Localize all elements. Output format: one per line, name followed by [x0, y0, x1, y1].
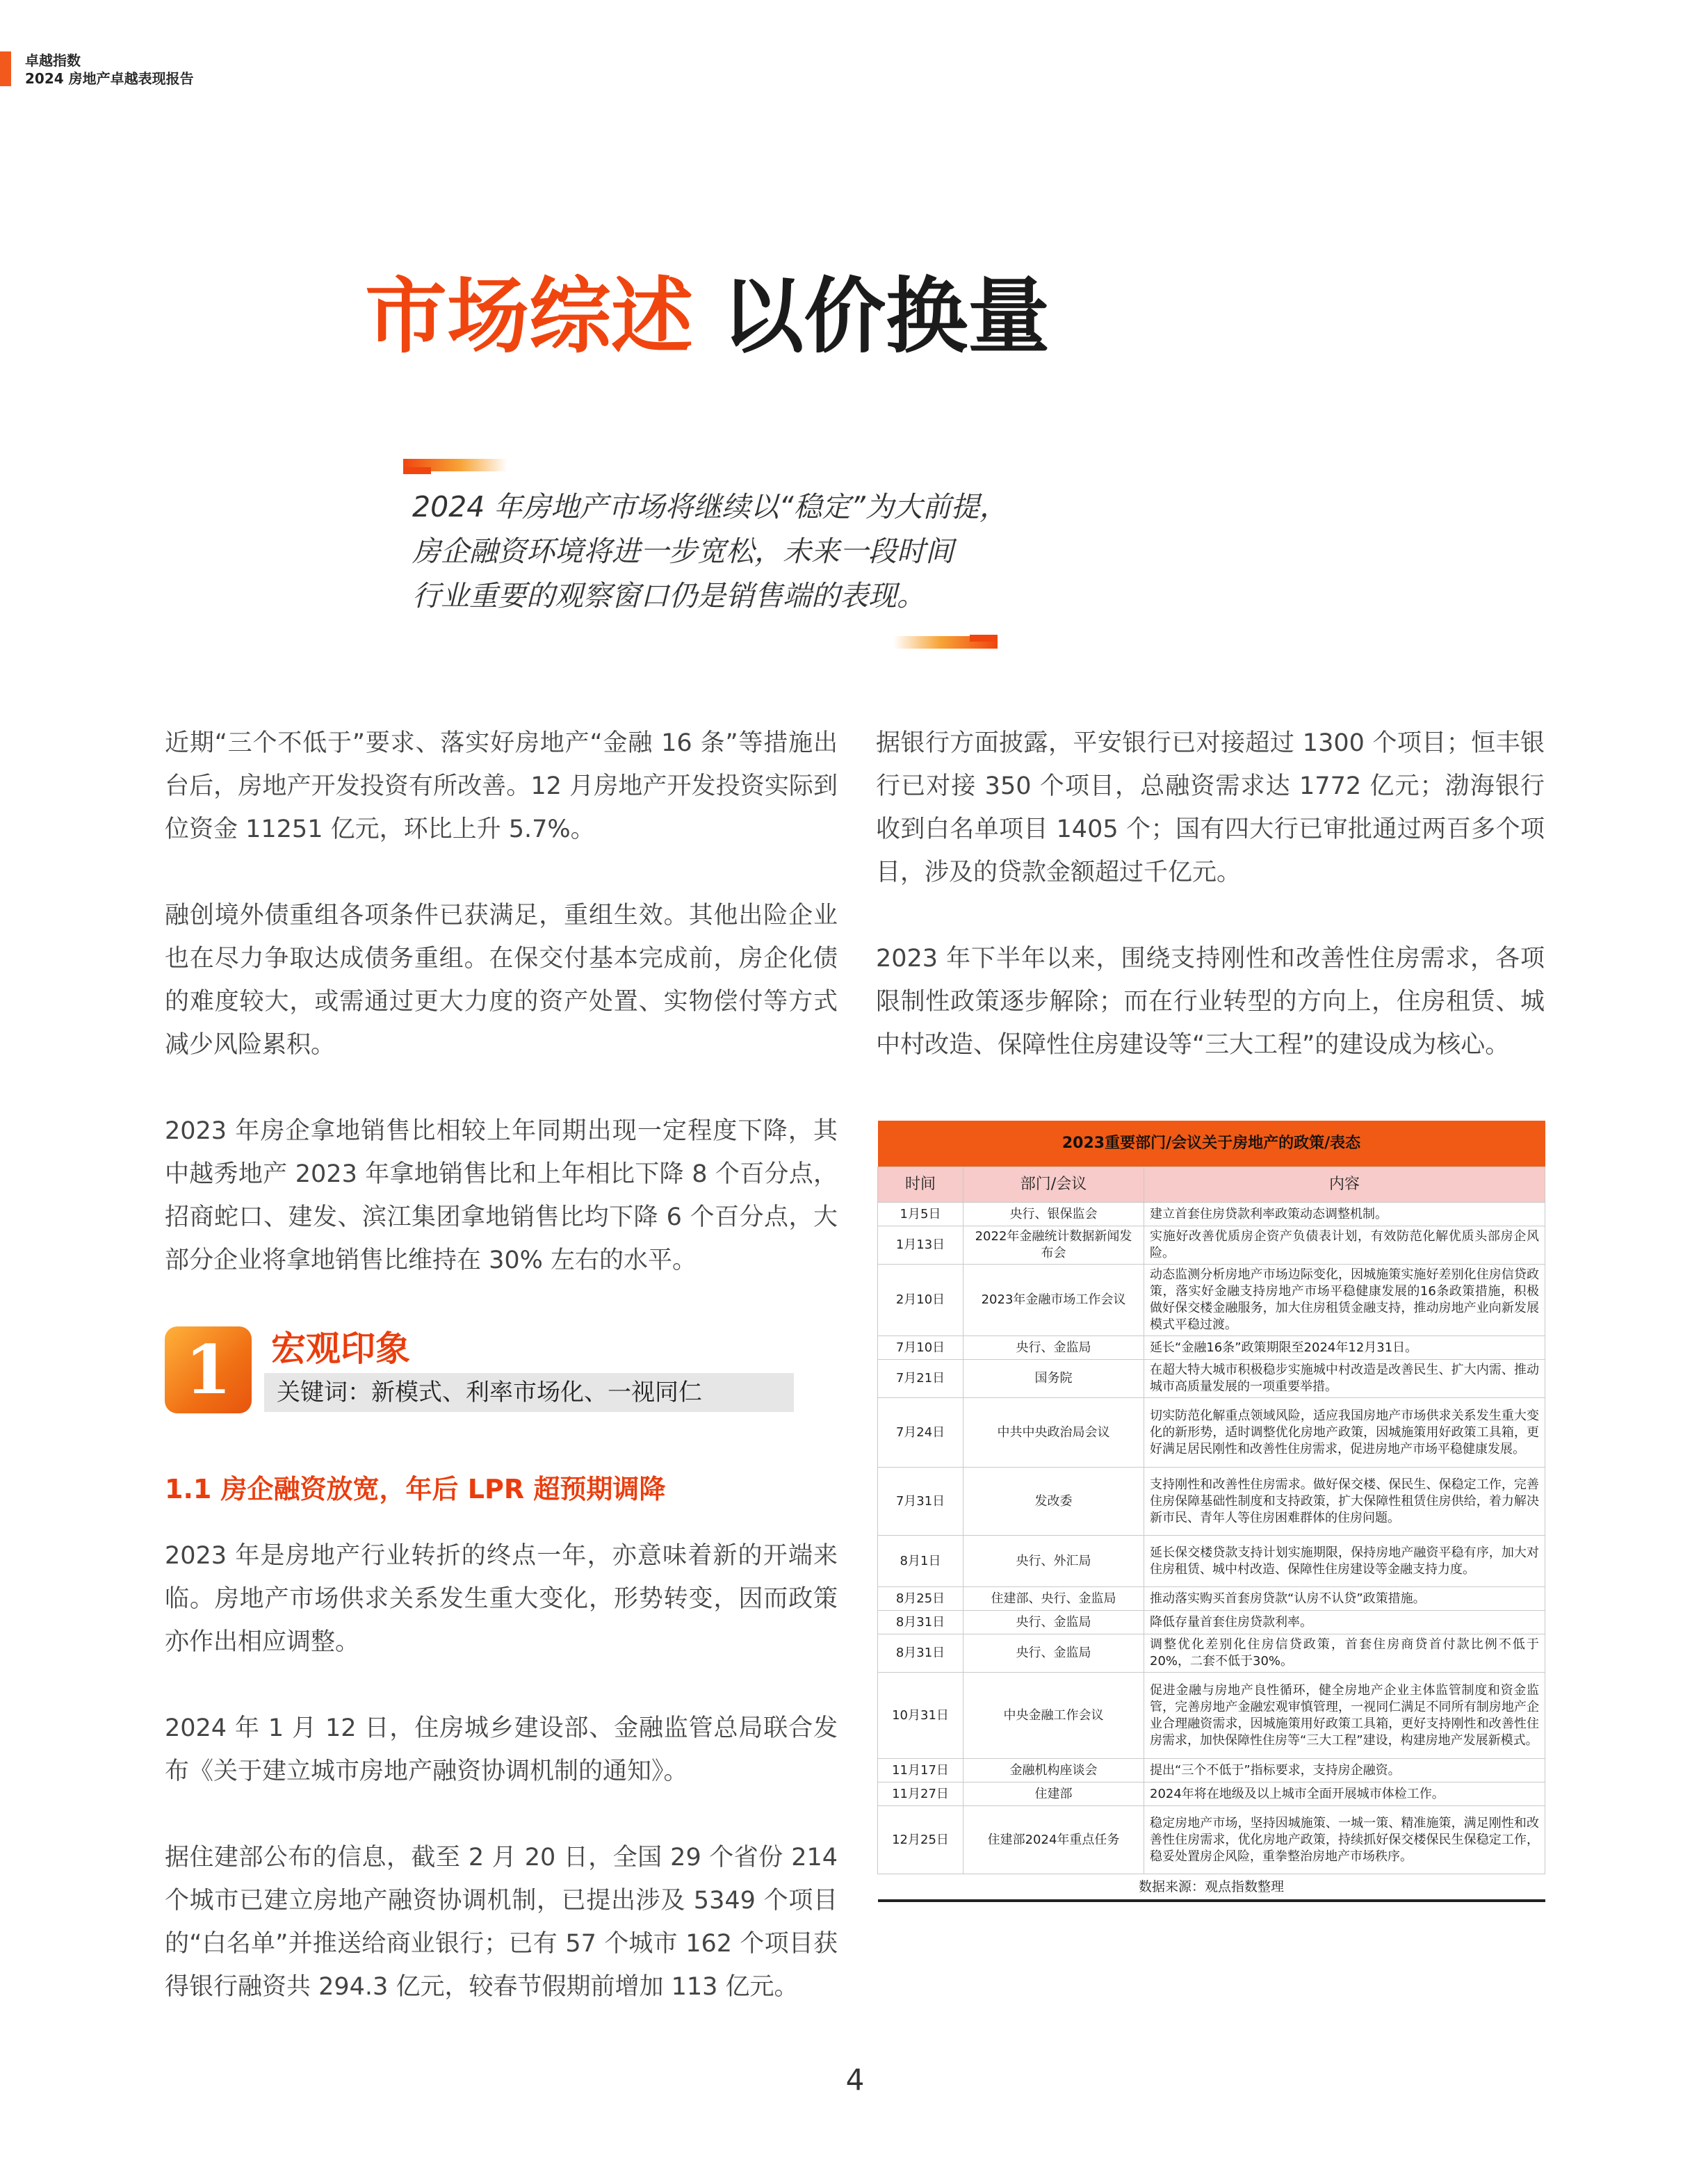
table-cell-date: 1月13日 — [878, 1226, 963, 1265]
right-column — [876, 722, 1545, 1110]
table-row — [878, 1468, 1545, 1536]
table-row — [878, 1265, 1545, 1336]
page-number: 4 — [845, 2063, 865, 2097]
quote-decoration-bottom-block — [970, 635, 998, 642]
section-title: 宏观印象 — [271, 1329, 410, 1369]
table-header-content: 内容 — [1144, 1167, 1545, 1203]
intro-quote — [412, 485, 1038, 618]
table-cell-content: 提出“三个不低于”指标要求，支持房企融资。 — [1144, 1759, 1545, 1783]
table-cell-content: 推动落实购买首套房贷款“认房不认贷”政策措施。 — [1144, 1587, 1545, 1611]
table-cell-date: 10月31日 — [878, 1673, 963, 1759]
table-cell-date: 8月1日 — [878, 1536, 963, 1587]
quote-decoration-top-block — [403, 467, 431, 474]
table-cell-content: 稳定房地产市场，坚持因城施策、一城一策、精准施策，满足刚性和改善性住房需求，优化房地产政策，持续抓好保交楼保民生保稳定工作，稳妥处置房企风险，重拳整治房地产市场秩序。 — [1144, 1806, 1545, 1874]
table-cell-content: 降低存量首套住房贷款利率。 — [1144, 1611, 1545, 1634]
header-brand: 卓越指数 — [25, 52, 81, 69]
table-cell-content: 动态监测分析房地产市场边际变化，因城施策实施好差别化住房信贷政策，落实好金融支持房地产市场平稳健康发展的16条政策措施，积极做好保交楼金融服务，加大住房租赁金融支持，推动房地产业向新发展模式平稳过渡。 — [1144, 1265, 1545, 1336]
table-cell-date: 8月31日 — [878, 1611, 963, 1634]
table-cell-department: 央行、金监局 — [963, 1611, 1144, 1634]
table-cell-date: 7月31日 — [878, 1468, 963, 1536]
table-header-department: 部门/会议 — [963, 1167, 1144, 1203]
paragraph: 2024 年 1 月 12 日，住房城乡建设部、金融监管总局联合发布《关于建立城市房地产融资协调机制的通知》。 — [165, 1714, 838, 1785]
table-row — [878, 1203, 1545, 1226]
table-cell-department: 金融机构座谈会 — [963, 1759, 1144, 1783]
table-header-date: 时间 — [878, 1167, 963, 1203]
paragraph: 近期“三个不低于”要求、落实好房地产“金融 16 条”等措施出台后，房地产开发投资有所改善。12 月房地产开发投资实际到位资金 11251 亿元，环比上升 5.7%。 — [165, 729, 838, 843]
table-row — [878, 1336, 1545, 1360]
table-cell-content: 实施好改善优质房企资产负债表计划，有效防范化解优质头部房企风险。 — [1144, 1226, 1545, 1265]
header-accent-bar — [0, 51, 11, 86]
table-cell-department: 国务院 — [963, 1360, 1144, 1398]
paragraph: 2023 年下半年以来，围绕支持刚性和改善性住房需求，各项限制性政策逐步解除；而在行业转型的方向上，住房租赁、城中村改造、保障性住房建设等“三大工程”的建设成为核心。 — [876, 945, 1545, 1059]
header-subtitle: 2024 房地产卓越表现报告 — [25, 70, 194, 87]
table-body — [878, 1203, 1545, 1874]
table-row — [878, 1806, 1545, 1874]
table-cell-date: 1月5日 — [878, 1203, 963, 1226]
table-cell-department: 央行、外汇局 — [963, 1536, 1144, 1587]
paragraph: 据住建部公布的信息，截至 2 月 20 日，全国 29 个省份 214 个城市已建立房地产融资协调机制，已提出涉及 5349 个项目的“白名单”并推送给商业银行；已有 57 个城市 162 个项目获得银行融资共 294.3 亿元，较春节假期前增加 113 亿元。 — [165, 1844, 838, 2001]
table-title: 2023重要部门/会议关于房地产的政策/表态 — [878, 1121, 1545, 1167]
paragraph: 据银行方面披露，平安银行已对接超过 1300 个项目；恒丰银行已对接 350 个项目，总融资需求达 1772 亿元；渤海银行收到白名单项目 1405 个；国有四大行已审批通过两百多个项目，涉及的贷款金额超过千亿元。 — [876, 729, 1545, 886]
table-cell-department: 2022年金融统计数据新闻发布会 — [963, 1226, 1144, 1265]
page-title-accent: 市场综述 — [365, 268, 694, 364]
subsection-heading: 1.1 房企融资放宽，年后 LPR 超预期调降 — [165, 1474, 666, 1504]
table-cell-content: 支持刚性和改善性住房需求。做好保交楼、保民生、保稳定工作，完善住房保障基础性制度和支持政策，扩大保障性租赁住房供给，着力解决新市民、青年人等住房困难群体的住房问题。 — [1144, 1468, 1545, 1536]
table-cell-department: 2023年金融市场工作会议 — [963, 1265, 1144, 1336]
table-row — [878, 1360, 1545, 1398]
table-cell-date: 8月31日 — [878, 1634, 963, 1673]
table-cell-department: 中央金融工作会议 — [963, 1673, 1144, 1759]
paragraph: 2023 年是房地产行业转折的终点一年，亦意味着新的开端来临。房地产市场供求关系发生重大变化，形势转变，因而政策亦作出相应调整。 — [165, 1542, 838, 1656]
table-cell-department: 住建部2024年重点任务 — [963, 1806, 1144, 1874]
quote-line: 2024 年房地产市场将继续以“稳定”为大前提， — [412, 490, 1008, 523]
table-cell-content: 延长“金融16条”政策期限至2024年12月31日。 — [1144, 1336, 1545, 1360]
page-title-main: 以价换量 — [722, 268, 1050, 364]
section-number-badge: 1 — [165, 1326, 252, 1413]
table-cell-date: 2月10日 — [878, 1265, 963, 1336]
policy-table — [877, 1121, 1545, 1902]
table-cell-department: 发改委 — [963, 1468, 1144, 1536]
paragraph: 2023 年房企拿地销售比相较上年同期出现一定程度下降，其中越秀地产 2023 年拿地销售比和上年相比下降 8 个百分点，招商蛇口、建发、滨江集团拿地销售比均下降 6 个百分点，大部分企业将拿地销售比维持在 30% 左右的水平。 — [165, 1117, 838, 1274]
left-column — [165, 722, 838, 1325]
table-row — [878, 1634, 1545, 1673]
table-row — [878, 1783, 1545, 1806]
table-cell-date: 7月10日 — [878, 1336, 963, 1360]
table-cell-department: 住建部、央行、金监局 — [963, 1587, 1144, 1611]
table-row — [878, 1587, 1545, 1611]
table-cell-date: 8月25日 — [878, 1587, 963, 1611]
table-cell-department: 住建部 — [963, 1783, 1144, 1806]
table-source: 数据来源：观点指数整理 — [878, 1874, 1545, 1901]
table-cell-content: 促进金融与房地产良性循环，健全房地产企业主体监管制度和资金监管，完善房地产金融宏观审慎管理，一视同仁满足不同所有制房地产企业合理融资需求，因城施策用好政策工具箱，更好支持刚性和改善性住房需求，加快保障性住房等“三大工程”建设，构建房地产发展新模式。 — [1144, 1673, 1545, 1759]
table-cell-department: 央行、银保监会 — [963, 1203, 1144, 1226]
table-cell-content: 在超大特大城市积极稳步实施城中村改造是改善民生、扩大内需、推动城市高质量发展的一项重要举措。 — [1144, 1360, 1545, 1398]
table-cell-content: 调整优化差别化住房信贷政策，首套住房商贷首付款比例不低于20%，二套不低于30%。 — [1144, 1634, 1545, 1673]
table-cell-content: 2024年将在地级及以上城市全面开展城市体检工作。 — [1144, 1783, 1545, 1806]
table-cell-date: 7月21日 — [878, 1360, 963, 1398]
table-cell-content: 切实防范化解重点领域风险，适应我国房地产市场供求关系发生重大变化的新形势，适时调整优化房地产政策，因城施策用好政策工具箱，更好满足居民刚性和改善性住房需求，促进房地产市场平稳健康发展。 — [1144, 1398, 1545, 1468]
table-cell-content: 延长保交楼贷款支持计划实施期限，保持房地产融资平稳有序，加大对住房租赁、城中村改造、保障性住房建设等金融支持力度。 — [1144, 1536, 1545, 1587]
table-row — [878, 1611, 1545, 1634]
table-row — [878, 1398, 1545, 1468]
section-body — [165, 1534, 838, 2052]
table-row — [878, 1759, 1545, 1783]
table-cell-date: 7月24日 — [878, 1398, 963, 1468]
table-row — [878, 1673, 1545, 1759]
table-cell-department: 央行、金监局 — [963, 1634, 1144, 1673]
section-keywords: 关键词：新模式、利率市场化、一视同仁 — [264, 1373, 794, 1412]
table-cell-department: 央行、金监局 — [963, 1336, 1144, 1360]
table-row — [878, 1536, 1545, 1587]
paragraph: 融创境外债重组各项条件已获满足，重组生效。其他出险企业也在尽力争取达成债务重组。在保交付基本完成前，房企化债的难度较大，或需通过更大力度的资产处置、实物偿付等方式减少风险累积。 — [165, 902, 838, 1059]
table-cell-date: 12月25日 — [878, 1806, 963, 1874]
table-cell-date: 11月27日 — [878, 1783, 963, 1806]
quote-line: 房企融资环境将进一步宽松，未来一段时间 — [412, 535, 954, 568]
table-cell-content: 建立首套住房贷款利率政策动态调整机制。 — [1144, 1203, 1545, 1226]
table-row — [878, 1226, 1545, 1265]
quote-line: 行业重要的观察窗口仍是销售端的表现。 — [412, 579, 925, 612]
table-cell-department: 中共中央政治局会议 — [963, 1398, 1144, 1468]
table-cell-date: 11月17日 — [878, 1759, 963, 1783]
page-title — [365, 268, 1050, 365]
